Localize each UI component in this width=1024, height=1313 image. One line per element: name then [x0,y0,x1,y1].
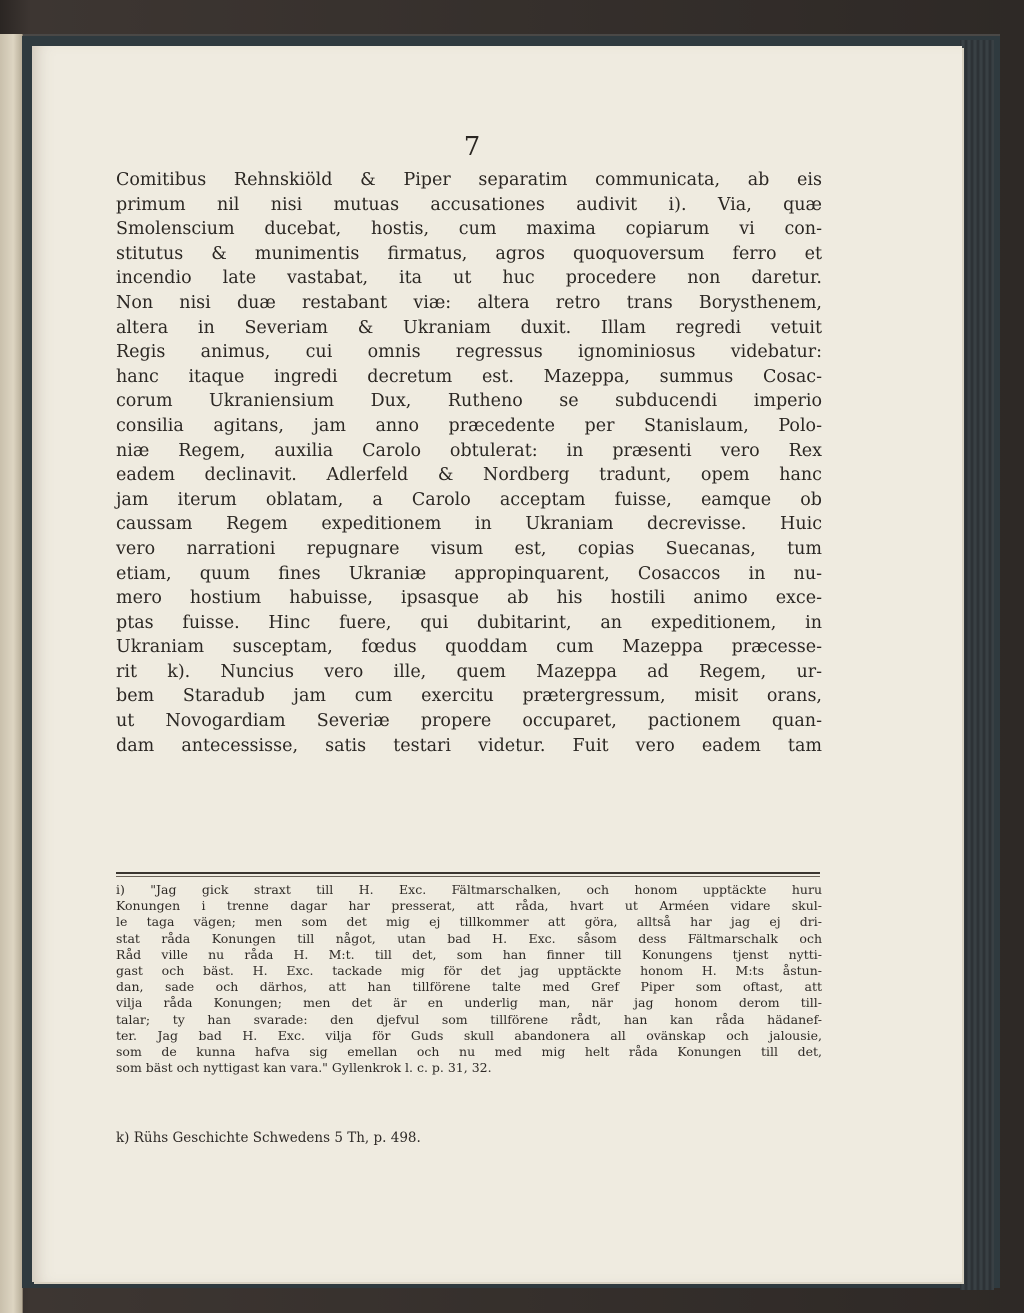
footnote-line: vilja råda Konungen; men det är en underlig man, när jag honom derom till- [116,995,822,1011]
footnote-i [116,882,822,1076]
footnote-line: dan, sade och därhos, att han tillförene talte med Gref Piper som oftast, att [116,979,822,995]
body-line: Comitibus Rehnskiöld & Piper separatim communicata, ab eis [116,170,822,190]
footnote-line: som bäst och nyttigast kan vara." Gyllenkrok l. c. p. 31, 32. [116,1060,492,1076]
body-line: rit k). Nuncius vero ille, quem Mazeppa ad Regem, ur- [116,661,822,682]
left-page-edge [0,34,23,1313]
cover-edge [960,40,994,1290]
body-text [116,168,822,758]
body-line: primum nil nisi mutuas accusationes audivit i). Via, quæ [116,194,822,215]
footnote-line: talar; ty han svarade: den djefvul som tillförene rådt, han kan råda hädanef- [116,1011,822,1027]
body-line: caussam Regem expeditionem in Ukraniam decrevisse. Huic [116,514,822,535]
body-line: incendio late vastabat, ita ut huc procedere non daretur. [116,268,822,289]
footnote-line: i) "Jag gick straxt till H. Exc. Fältmarschalken, och honom upptäckte huru [116,882,822,897]
footnote-rule-thin [116,876,820,877]
body-line: bem Staradub jam cum exercitu prætergressum, misit orans, [116,686,822,707]
body-line: stitutus & munimentis firmatus, agros quoquoversum ferro et [116,243,822,264]
footnote-line: som de kunna hafva sig emellan och nu med mig helt råda Konungen till det, [116,1044,822,1060]
body-line: Smolenscium ducebat, hostis, cum maxima copiarum vi con- [116,219,822,240]
body-line: eadem declinavit. Adlerfeld & Nordberg tradunt, opem hanc [116,465,822,486]
body-line: Ukraniam susceptam, fœdus quoddam cum Mazeppa præcesse- [116,637,822,658]
body-line: ptas fuisse. Hinc fuere, qui dubitarint, an expeditionem, in [116,612,822,633]
body-line: niæ Regem, auxilia Carolo obtulerat: in præsenti vero Rex [116,440,822,461]
body-line: vero narrationi repugnare visum est, copias Suecanas, tum [116,538,822,559]
footnote-line: ter. Jag bad H. Exc. vilja för Guds skull abandonera all ovänskap och jalousie, [116,1027,822,1043]
body-line: consilia agitans, jam anno præcedente per Stanislaum, Polo- [116,415,822,436]
body-line: jam iterum oblatam, a Carolo acceptam fuisse, eamque ob [116,489,822,510]
footnote-line: stat råda Konungen till något, utan bad H. Exc. såsom dess Fältmarschalk och [116,930,822,946]
body-line: Non nisi duæ restabant viæ: altera retro trans Borysthenem, [116,292,822,313]
body-line: corum Ukraniensium Dux, Rutheno se subducendi imperio [116,391,822,412]
footnote-line: Råd ville nu råda H. M:t. till det, som han finner till Konungens tjenst nytti- [116,946,822,962]
body-line: Regis animus, cui omnis regressus ignominiosus videbatur: [116,342,822,363]
body-line: hanc itaque ingredi decretum est. Mazeppa, summus Cosac- [116,366,822,387]
footnote-line: le taga vägen; men som det mig ej tillkommer att göra, alltså har jag ej dri- [116,914,822,930]
body-line: etiam, quum fines Ukraniæ appropinquarent, Cosaccos in nu- [116,563,822,584]
body-line: dam antecessisse, satis testari videtur. Fuit vero eadem tam [116,735,822,756]
body-line: altera in Severiam & Ukraniam duxit. Illam regredi vetuit [116,317,822,338]
body-line: mero hostium habuisse, ipsasque ab his hostili animo exce- [116,588,822,609]
footnote-line: Konungen i trenne dagar har presserat, att råda, hvart ut Arméen vidare skul- [116,898,822,914]
footnote-line: gast och bäst. H. Exc. tackade mig för det jag upptäckte honom H. M:ts åstun- [116,963,822,979]
footnote-rule [116,872,820,874]
page-number: 7 [463,132,481,162]
footnote-k: k) Rühs Geschichte Schwedens 5 Th, p. 498. [116,1130,421,1146]
body-line: ut Novogardiam Severiæ propere occuparet, pactionem quan- [116,711,822,732]
